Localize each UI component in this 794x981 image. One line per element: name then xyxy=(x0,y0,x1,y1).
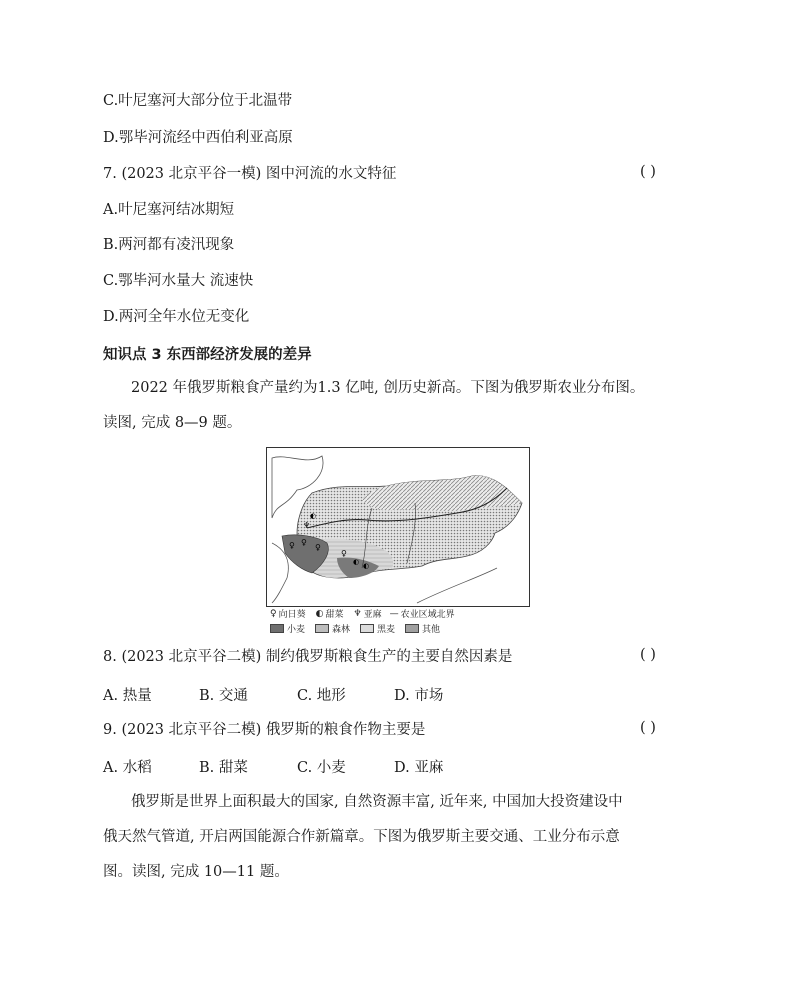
border-south xyxy=(417,568,497,603)
question-7-option-d: D.两河全年水位无变化 xyxy=(103,309,250,325)
legend-forest: 森林 xyxy=(332,625,351,635)
beet-symbol: ◐ xyxy=(353,558,360,566)
intro-2-line-3: 图。读图, 完成 10—11 题。 xyxy=(103,864,289,880)
legend-row-2 xyxy=(270,622,440,635)
beet-symbol: ◐ xyxy=(363,562,370,570)
map-graphic xyxy=(267,448,529,606)
question-8-option-c: C. 地形 xyxy=(297,688,346,704)
legend-beet: 甜菜 xyxy=(325,610,344,620)
question-9-answer-bracket: ( ) xyxy=(640,720,656,736)
beet-icon: ◐ xyxy=(315,608,324,619)
sunflower-icon: ♀ xyxy=(270,608,277,619)
question-7-option-a: A.叶尼塞河结冰期短 xyxy=(103,202,235,218)
question-7-stem: 7. (2023 北京平谷一模) 图中河流的水文特征 xyxy=(103,166,397,182)
rye-swatch-icon xyxy=(360,624,374,633)
other-swatch-icon xyxy=(405,624,419,633)
option-d-previous: D.鄂毕河流经中西伯利亚高原 xyxy=(103,130,293,146)
question-7-option-c: C.鄂毕河水量大 流速快 xyxy=(103,273,254,289)
question-8-answer-bracket: ( ) xyxy=(640,647,656,663)
legend-boundary: 农业区域北界 xyxy=(400,610,455,620)
intro-2-line-1: 俄罗斯是世界上面积最大的国家, 自然资源丰富, 近年来, 中国加大投资建设中 xyxy=(131,794,623,810)
legend-sunflower: 向日葵 xyxy=(278,610,306,620)
question-7-answer-bracket: ( ) xyxy=(640,164,656,180)
question-9-option-c: C. 小麦 xyxy=(297,760,346,776)
sunflower-symbol: ♀ xyxy=(341,549,347,558)
beet-symbol: ◐ xyxy=(310,512,317,520)
intro-2-line-2: 俄天然气管道, 开启两国能源合作新篇章。下图为俄罗斯主要交通、工业分布示意 xyxy=(103,829,620,845)
legend-rye: 黑麦 xyxy=(377,625,396,635)
intro-1-line-1: 2022 年俄罗斯粮食产量约为1.3 亿吨, 创历史新高。下图为俄罗斯农业分布图。 xyxy=(131,380,645,396)
question-8-option-a: A. 热量 xyxy=(103,688,152,704)
intro-1-line-2: 读图, 完成 8—9 题。 xyxy=(103,415,242,431)
question-9-option-d: D. 亚麻 xyxy=(394,760,444,776)
question-9-option-b: B. 甜菜 xyxy=(199,760,248,776)
russia-agriculture-map xyxy=(266,447,530,607)
option-c-previous: C.叶尼塞河大部分位于北温带 xyxy=(103,93,293,109)
question-7-option-b: B.两河都有凌汛现象 xyxy=(103,237,235,253)
legend-row-1 xyxy=(270,607,455,620)
forest-swatch-icon xyxy=(315,624,329,633)
wheat-swatch-icon xyxy=(270,624,284,633)
intro-paragraph-2 xyxy=(103,785,693,890)
legend-flax: 亚麻 xyxy=(363,610,382,620)
legend-other: 其他 xyxy=(422,625,441,635)
boundary-line-icon: — xyxy=(389,608,399,619)
intro-paragraph-1 xyxy=(103,371,693,441)
question-9-option-a: A. 水稻 xyxy=(103,760,152,776)
question-8-option-d: D. 市场 xyxy=(394,688,444,704)
russia-other-region xyxy=(362,476,522,511)
legend-wheat: 小麦 xyxy=(287,625,306,635)
question-8-stem: 8. (2023 北京平谷二模) 制约俄罗斯粮食生产的主要自然因素是 xyxy=(103,649,513,665)
sunflower-symbol: ♀ xyxy=(315,543,321,552)
question-9-stem: 9. (2023 北京平谷二模) 俄罗斯的粮食作物主要是 xyxy=(103,722,426,738)
sunflower-symbol: ♀ xyxy=(289,541,295,550)
flax-icon: ♆ xyxy=(353,608,362,619)
sunflower-symbol: ♀ xyxy=(301,538,307,547)
flax-symbol: ♆ xyxy=(303,521,311,530)
question-8-option-b: B. 交通 xyxy=(199,688,248,704)
section-heading: 知识点 3 东西部经济发展的差异 xyxy=(103,347,312,363)
